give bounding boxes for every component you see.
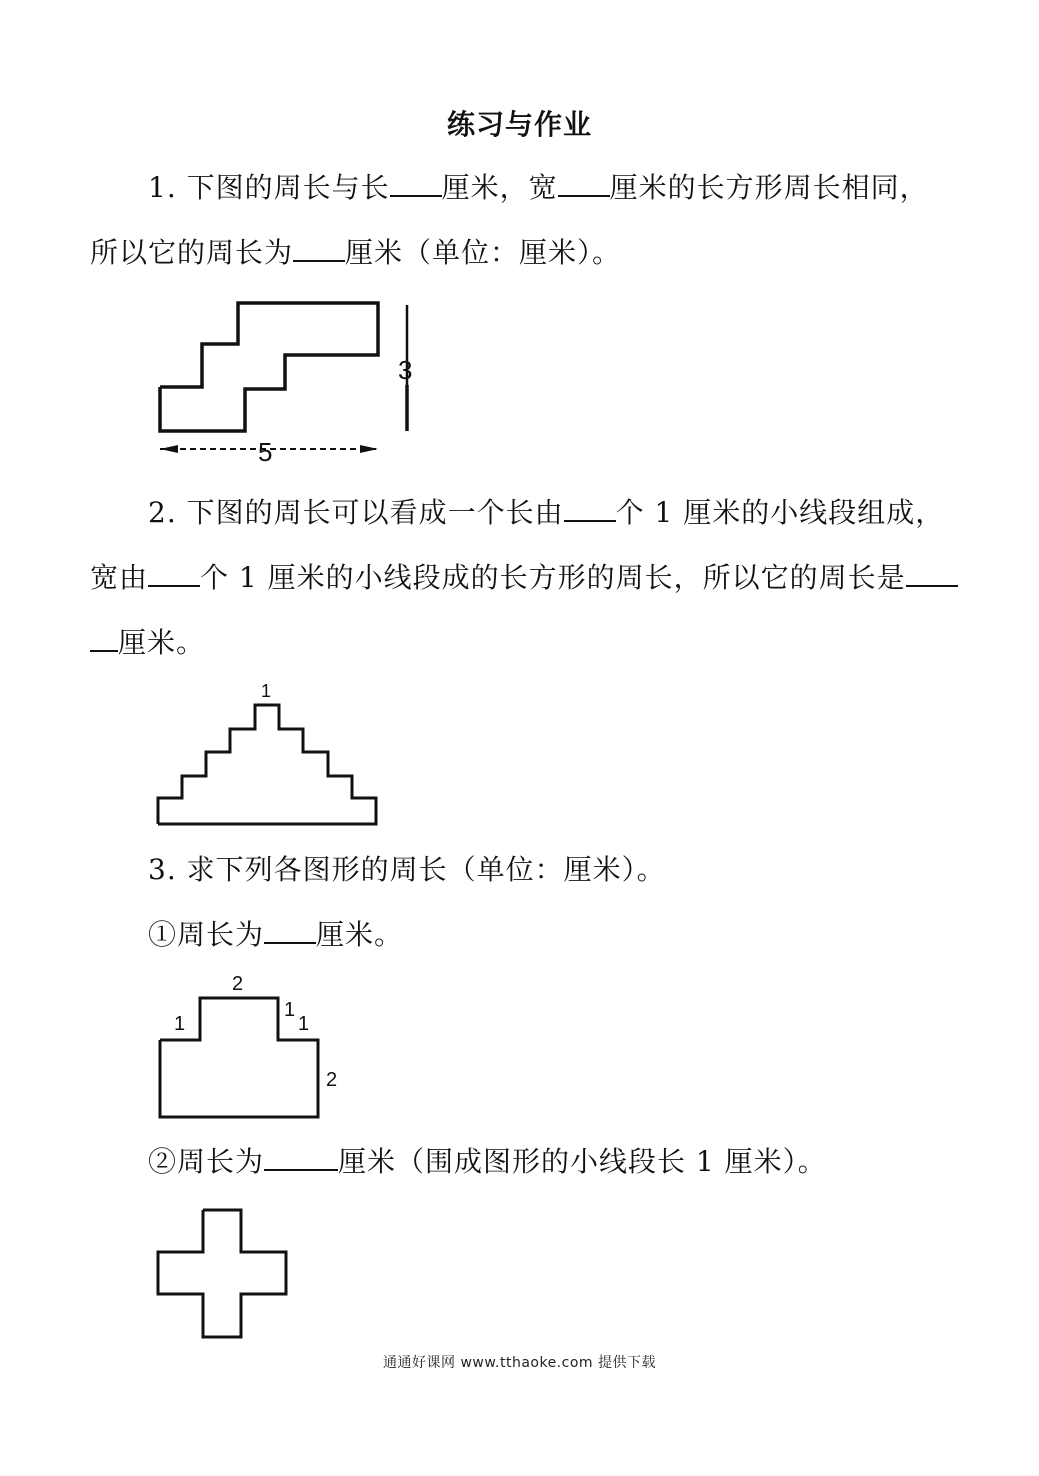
q1-blank-width[interactable] <box>558 169 610 197</box>
q1-text-a: 1. 下图的周长与长 <box>148 171 390 204</box>
q2-blank-length-count[interactable] <box>564 494 616 522</box>
q1-text-b: 厘米，宽 <box>441 171 558 204</box>
q2-text-e: 厘米。 <box>118 626 206 659</box>
q3-part1-figure <box>148 968 358 1128</box>
q1-blank-length[interactable] <box>390 169 442 197</box>
q3-part2-line <box>148 1142 827 1182</box>
q3-part2-cross-figure <box>148 1200 298 1345</box>
q2-blank-perimeter-part2[interactable] <box>90 624 118 652</box>
q3-p1-label-right-side: 1 <box>298 1013 310 1035</box>
q1-text-e: 厘米（单位：厘米）。 <box>345 236 622 269</box>
q3-p1-label-right-upper: 1 <box>284 999 296 1021</box>
q2-step-label: 1 <box>261 681 272 701</box>
q2-line-1 <box>148 493 944 533</box>
q2-line-3 <box>90 623 205 663</box>
q1-staircase-figure <box>150 295 430 465</box>
q1-text-d: 所以它的周长为 <box>90 236 294 269</box>
q1-staircase-outline <box>160 303 378 431</box>
q3-p1-blank[interactable] <box>264 916 316 944</box>
page-title: 练习与作业 <box>446 108 592 141</box>
q2-blank-perimeter-part1[interactable] <box>906 559 958 587</box>
q2-blank-width-count[interactable] <box>148 559 200 587</box>
q3-p1-label-left: 1 <box>174 1013 186 1035</box>
q1-blank-perimeter[interactable] <box>293 234 345 262</box>
q3-p1-text-a: ①周长为 <box>148 918 265 951</box>
page-footer: 通通好课网 www.tthaoke.com 提供下载 <box>383 1355 656 1371</box>
q1-height-label: 3 <box>398 355 413 385</box>
q3-p1-label-right-lower: 2 <box>326 1069 338 1091</box>
q2-text-d: 个 1 厘米的小线段成的长方形的周长，所以它的周长是 <box>200 561 906 594</box>
q1-line-2 <box>90 233 621 273</box>
q2-text-c: 宽由 <box>90 561 149 594</box>
q3-p2-text-b: 厘米（围成图形的小线段长 1 厘米）。 <box>338 1145 827 1178</box>
q2-pyramid-figure <box>148 676 388 836</box>
q2-text-a: 2. 下图的周长可以看成一个长由 <box>148 496 564 529</box>
q3-p1-label-top: 2 <box>232 973 244 995</box>
q1-line-1 <box>148 168 929 208</box>
q1-text-c: 厘米的长方形周长相同， <box>609 171 929 204</box>
q1-width-label: 5 <box>258 437 273 465</box>
q3-heading: 3. 求下列各图形的周长（单位：厘米）。 <box>148 853 666 886</box>
q3-p1-text-b: 厘米。 <box>316 918 404 951</box>
q2-line-2 <box>90 558 958 598</box>
q2-text-b: 个 1 厘米的小线段组成， <box>615 496 945 529</box>
q3-part1-line <box>148 915 403 955</box>
q3-p2-text-a: ②周长为 <box>148 1145 265 1178</box>
q3-p2-cross-outline <box>158 1210 286 1337</box>
q2-pyramid-outline <box>158 705 376 824</box>
q3-p2-blank[interactable] <box>264 1143 338 1171</box>
